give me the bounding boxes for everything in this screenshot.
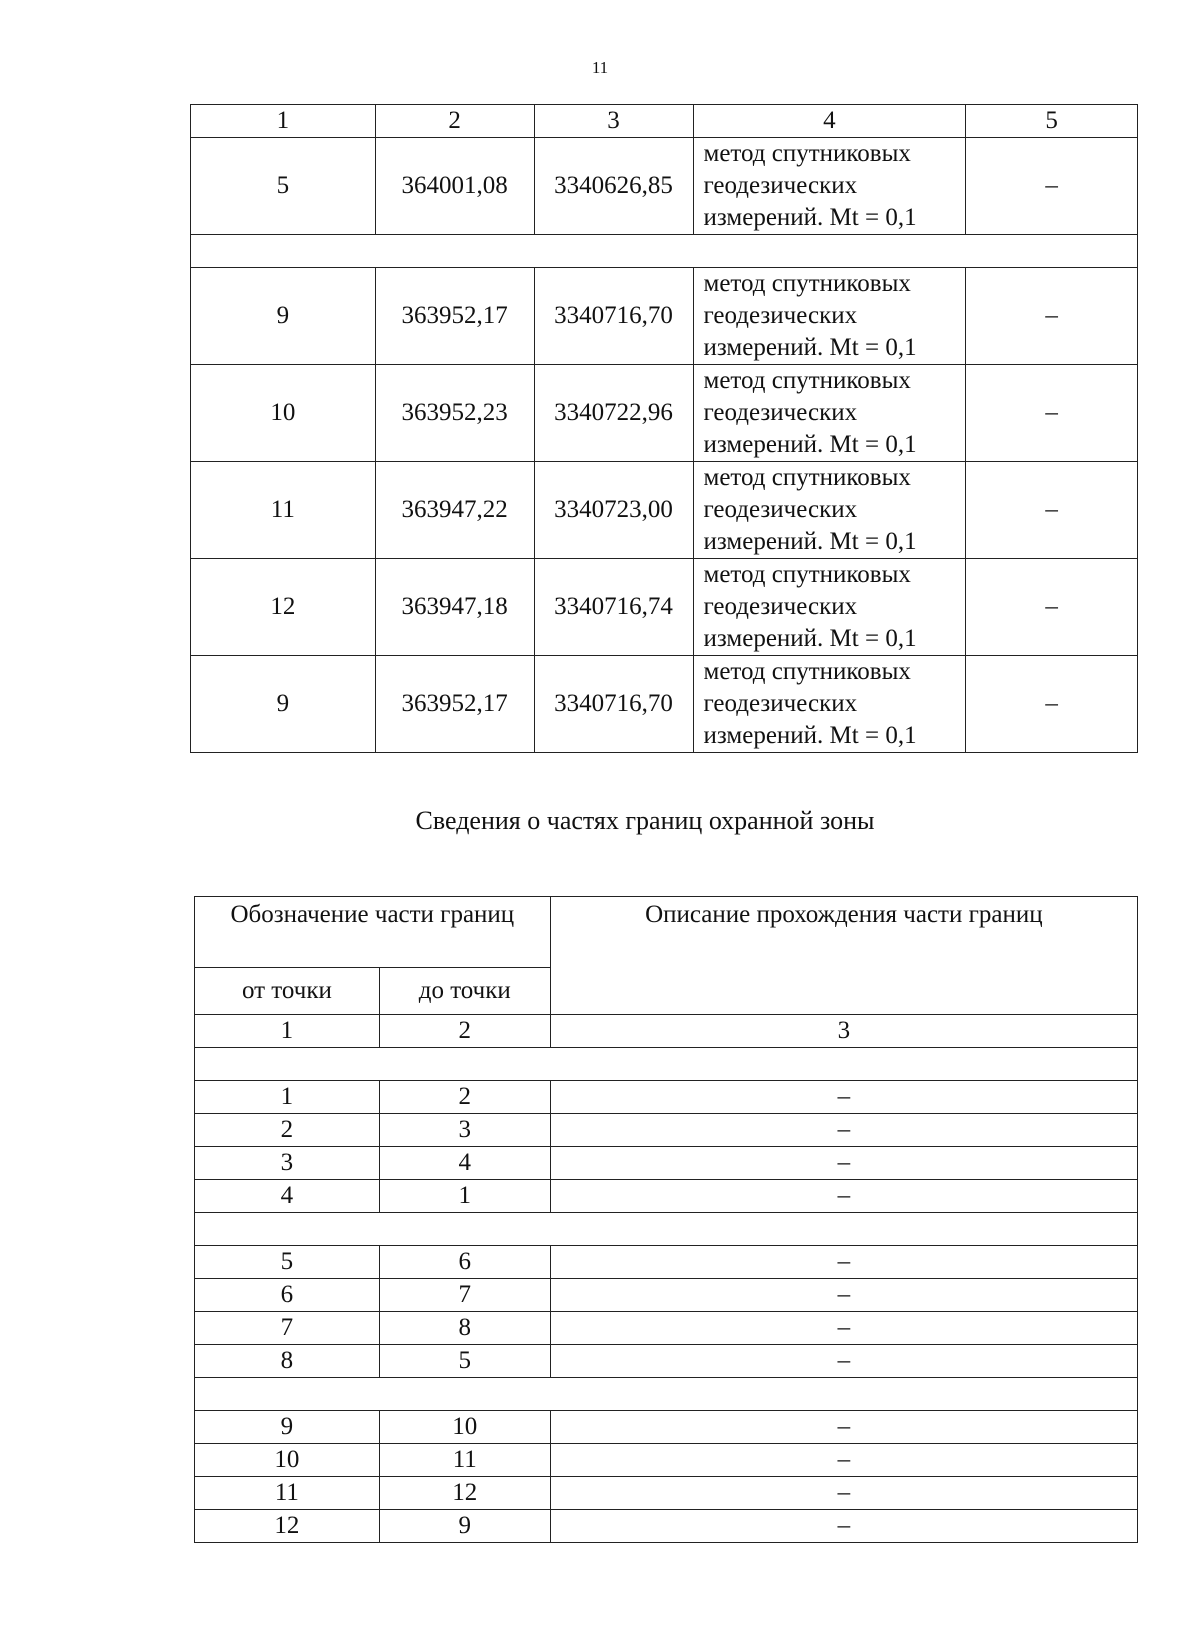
table-row: [191, 138, 1138, 235]
method-line: измерений. Mt = 0,1: [703, 528, 917, 555]
to-point-cell: 8: [379, 1312, 550, 1345]
column-number: 2: [375, 105, 534, 138]
y-coordinate-cell: 3340722,96: [534, 365, 693, 462]
method-line: геодезических: [703, 172, 858, 199]
method-cell: [693, 138, 966, 235]
to-point-cell: 7: [379, 1279, 550, 1312]
to-point-cell: 5: [379, 1345, 550, 1378]
note-cell: –: [966, 365, 1138, 462]
y-coordinate-cell: 3340716,74: [534, 559, 693, 656]
to-point-cell: 4: [379, 1147, 550, 1180]
parts-header-row: [195, 897, 1138, 968]
point-number-cell: 5: [191, 138, 376, 235]
table-row: [195, 1180, 1138, 1213]
method-line: геодезических: [703, 399, 858, 426]
from-point-cell: 12: [195, 1510, 380, 1543]
method-line: измерений. Mt = 0,1: [703, 431, 917, 458]
column-number-row: [195, 1015, 1138, 1048]
boundary-parts-table: [194, 896, 1138, 1543]
description-cell: –: [550, 1279, 1137, 1312]
method-line: измерений. Mt = 0,1: [703, 625, 917, 652]
note-cell: –: [966, 138, 1138, 235]
to-point-cell: 2: [379, 1081, 550, 1114]
method-line: измерений. Mt = 0,1: [703, 722, 917, 749]
designation-header: Обозначение части границ: [195, 897, 551, 968]
x-coordinate-cell: 364001,08: [375, 138, 534, 235]
separator-cell: [191, 235, 1138, 268]
method-line: метод спутниковых: [703, 367, 911, 394]
table-row: [191, 365, 1138, 462]
method-line: геодезических: [703, 593, 858, 620]
point-number-cell: 9: [191, 656, 376, 753]
method-cell: [693, 365, 966, 462]
to-point-cell: 9: [379, 1510, 550, 1543]
to-point-cell: 1: [379, 1180, 550, 1213]
description-cell: –: [550, 1114, 1137, 1147]
column-number: 4: [693, 105, 966, 138]
table-row: [191, 559, 1138, 656]
column-number: 1: [195, 1015, 380, 1048]
x-coordinate-cell: 363952,17: [375, 656, 534, 753]
table-row: [195, 1279, 1138, 1312]
from-point-cell: 3: [195, 1147, 380, 1180]
column-number: 5: [966, 105, 1138, 138]
section-title: Сведения о частях границ охранной зоны: [415, 806, 875, 835]
separator-row: [195, 1213, 1138, 1246]
from-point-cell: 4: [195, 1180, 380, 1213]
table-row: [195, 1444, 1138, 1477]
to-point-cell: 3: [379, 1114, 550, 1147]
y-coordinate-cell: 3340716,70: [534, 656, 693, 753]
table-row: [195, 1345, 1138, 1378]
description-cell: –: [550, 1510, 1137, 1543]
note-cell: –: [966, 462, 1138, 559]
separator-cell: [195, 1048, 1138, 1081]
separator-row: [195, 1048, 1138, 1081]
table-row: [195, 1246, 1138, 1279]
note-cell: –: [966, 268, 1138, 365]
method-line: метод спутниковых: [703, 140, 911, 167]
method-line: метод спутниковых: [703, 270, 911, 297]
y-coordinate-cell: 3340626,85: [534, 138, 693, 235]
column-number-row: [191, 105, 1138, 138]
method-cell: [693, 462, 966, 559]
description-header: Описание прохождения части границ: [550, 897, 1137, 1015]
description-cell: –: [550, 1147, 1137, 1180]
method-cell: [693, 656, 966, 753]
note-cell: –: [966, 656, 1138, 753]
table-row: [195, 1147, 1138, 1180]
to-point-cell: 12: [379, 1477, 550, 1510]
from-point-cell: 6: [195, 1279, 380, 1312]
separator-row: [191, 235, 1138, 268]
table-row: [195, 1081, 1138, 1114]
from-point-cell: 5: [195, 1246, 380, 1279]
description-cell: –: [550, 1411, 1137, 1444]
description-cell: –: [550, 1180, 1137, 1213]
from-point-cell: 7: [195, 1312, 380, 1345]
method-line: метод спутниковых: [703, 464, 911, 491]
from-point-cell: 8: [195, 1345, 380, 1378]
method-line: измерений. Mt = 0,1: [703, 334, 917, 361]
point-number-cell: 9: [191, 268, 376, 365]
description-cell: –: [550, 1444, 1137, 1477]
from-point-cell: 11: [195, 1477, 380, 1510]
description-cell: –: [550, 1345, 1137, 1378]
method-cell: [693, 268, 966, 365]
method-line: геодезических: [703, 496, 858, 523]
x-coordinate-cell: 363952,23: [375, 365, 534, 462]
page-number: 11: [591, 58, 609, 77]
separator-cell: [195, 1213, 1138, 1246]
method-cell: [693, 559, 966, 656]
description-cell: –: [550, 1246, 1137, 1279]
from-point-cell: 2: [195, 1114, 380, 1147]
point-number-cell: 10: [191, 365, 376, 462]
table-row: [195, 1477, 1138, 1510]
method-line: геодезических: [703, 690, 858, 717]
y-coordinate-cell: 3340716,70: [534, 268, 693, 365]
column-number: 3: [550, 1015, 1137, 1048]
table-row: [191, 656, 1138, 753]
x-coordinate-cell: 363947,18: [375, 559, 534, 656]
x-coordinate-cell: 363952,17: [375, 268, 534, 365]
to-point-cell: 6: [379, 1246, 550, 1279]
to-point-cell: 11: [379, 1444, 550, 1477]
method-line: геодезических: [703, 302, 858, 329]
column-number: 1: [191, 105, 376, 138]
to-point-header: до точки: [379, 968, 550, 1015]
table-row: [195, 1411, 1138, 1444]
column-number: 2: [379, 1015, 550, 1048]
description-cell: –: [550, 1312, 1137, 1345]
description-cell: –: [550, 1477, 1137, 1510]
table-row: [195, 1312, 1138, 1345]
coordinates-table: [190, 104, 1138, 753]
to-point-cell: 10: [379, 1411, 550, 1444]
y-coordinate-cell: 3340723,00: [534, 462, 693, 559]
table-row: [191, 462, 1138, 559]
point-number-cell: 11: [191, 462, 376, 559]
method-line: метод спутниковых: [703, 658, 911, 685]
table-row: [191, 268, 1138, 365]
from-point-cell: 1: [195, 1081, 380, 1114]
table-row: [195, 1510, 1138, 1543]
note-cell: –: [966, 559, 1138, 656]
separator-cell: [195, 1378, 1138, 1411]
from-point-cell: 9: [195, 1411, 380, 1444]
table-row: [195, 1114, 1138, 1147]
x-coordinate-cell: 363947,22: [375, 462, 534, 559]
method-line: измерений. Mt = 0,1: [703, 204, 917, 231]
from-point-header: от точки: [195, 968, 380, 1015]
method-line: метод спутниковых: [703, 561, 911, 588]
point-number-cell: 12: [191, 559, 376, 656]
from-point-cell: 10: [195, 1444, 380, 1477]
column-number: 3: [534, 105, 693, 138]
description-cell: –: [550, 1081, 1137, 1114]
separator-row: [195, 1378, 1138, 1411]
